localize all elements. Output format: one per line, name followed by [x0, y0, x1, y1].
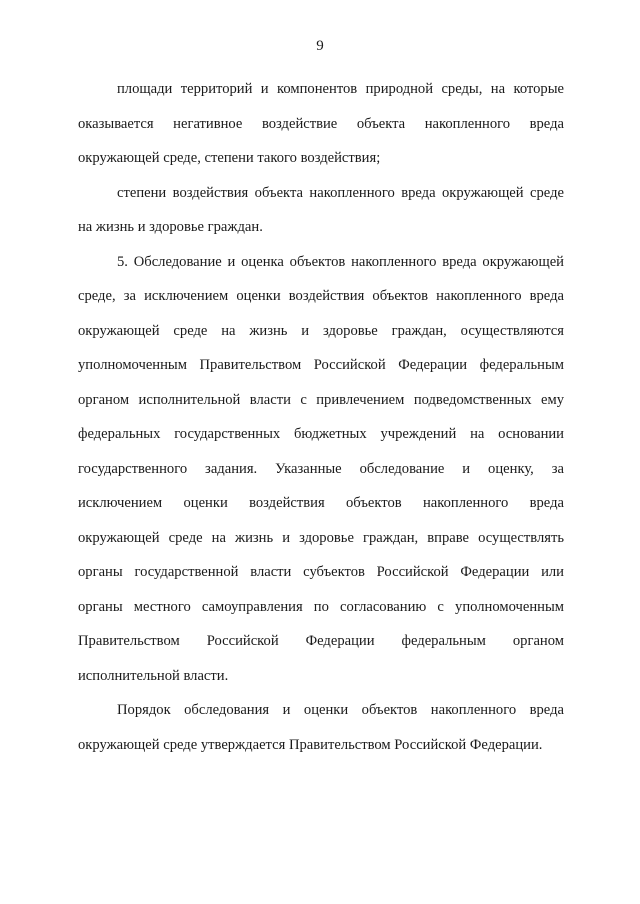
text-line: органы государственной власти субъектов Российской Федерации или	[78, 564, 564, 580]
paragraph-item-5	[78, 245, 564, 694]
text-line: федеральных государственных бюджетных учреждений на основании	[78, 426, 564, 442]
text-line: Правительством Российской Федерации федеральным органом	[78, 633, 564, 649]
paragraph-procedure	[78, 693, 564, 762]
text-line: окружающей среде утверждается Правительством Российской Федерации.	[78, 736, 543, 753]
text-line: государственного задания. Указанные обследование и оценку, за	[78, 460, 564, 477]
text-line: окружающей среде на жизнь и здоровье граждан, вправе осуществлять	[78, 529, 564, 546]
text-line: органом исполнительной власти с привлечением подведомственных ему	[78, 391, 564, 408]
text-line: исполнительной власти.	[78, 667, 229, 684]
text-line: органы местного самоуправления по согласованию с уполномоченным	[78, 598, 564, 615]
text-line: на жизнь и здоровье граждан.	[78, 219, 263, 235]
document-body	[78, 72, 564, 762]
page-number: 9	[316, 38, 324, 54]
paragraph-health-impact	[78, 176, 564, 245]
text-line: площади территорий и компонентов природной среды, на которые	[117, 81, 564, 97]
text-line: степени воздействия объекта накопленного вреда окружающей среде	[117, 184, 564, 201]
text-line: среде, за исключением оценки воздействия объектов накопленного вреда	[78, 288, 564, 304]
text-line: уполномоченным Правительством Российской Федерации федеральным	[78, 357, 564, 373]
text-line: оказывается негативное воздействие объекта накопленного вреда	[78, 115, 564, 132]
text-line: исключением оценки воздействия объектов накопленного вреда	[78, 495, 564, 511]
text-line: окружающей среде на жизнь и здоровье граждан, осуществляются	[78, 322, 564, 339]
text-line: окружающей среде, степени такого воздействия;	[78, 150, 381, 166]
paragraph-areas-impact	[78, 72, 564, 176]
text-line: 5. Обследование и оценка объектов накопленного вреда окружающей	[117, 253, 564, 270]
text-line: Порядок обследования и оценки объектов накопленного вреда	[117, 702, 564, 718]
